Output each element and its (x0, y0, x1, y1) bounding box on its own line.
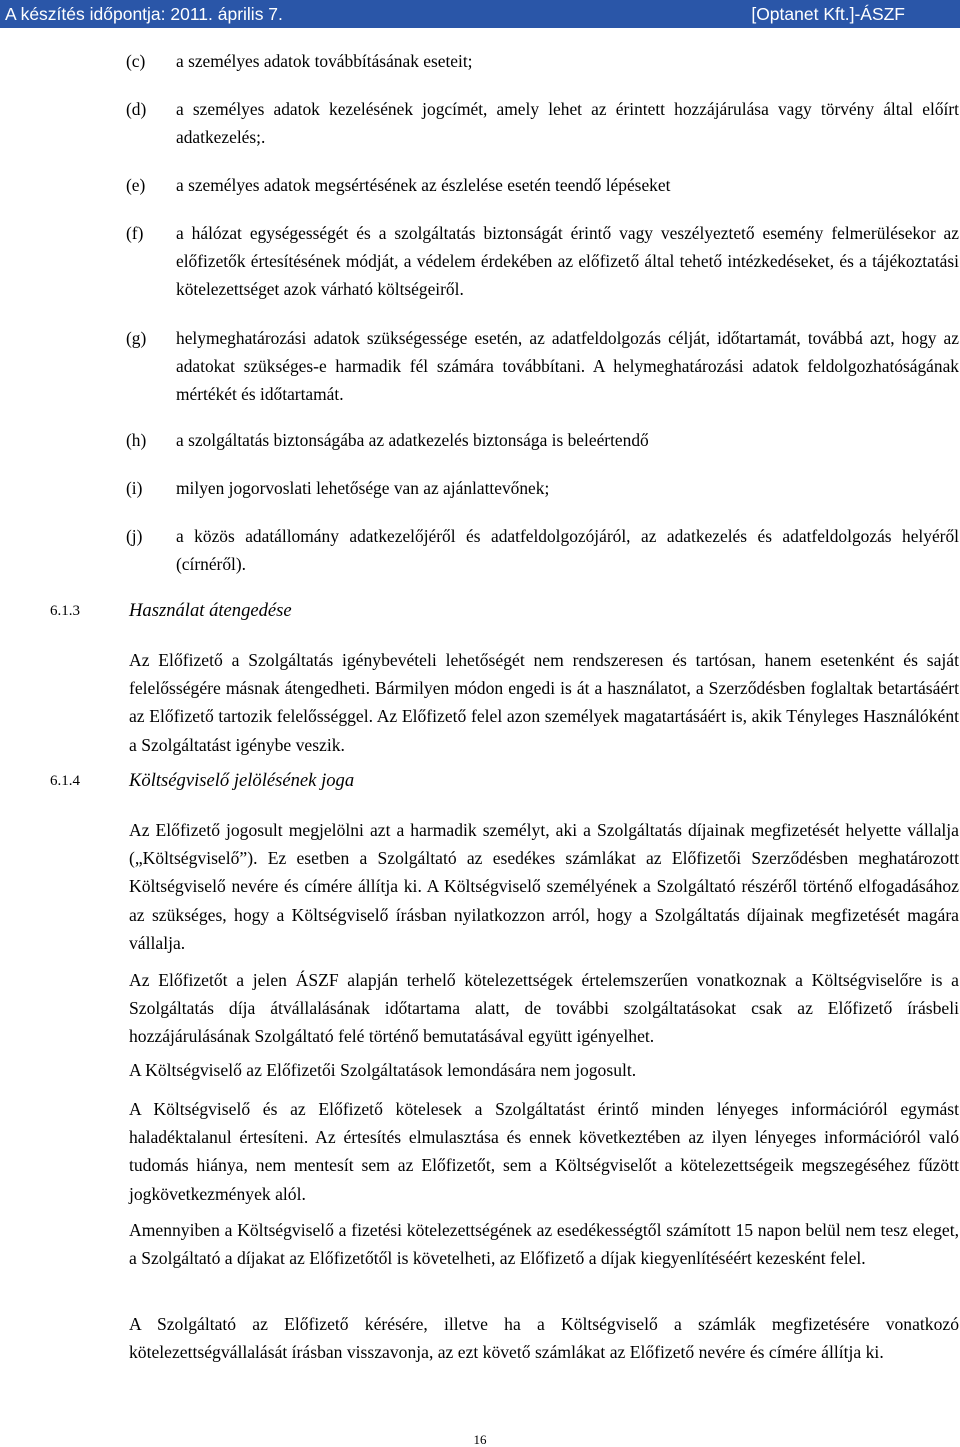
paragraph: Az Előfizető a Szolgáltatás igénybevételi lehetőségét nem rendszeresen és tartósan, hanem esetenként és saját felelősségére másnak átengedheti. Bármilyen módon engedi is át a használatot, a Szerződésben foglaltak betartásáért az Előfizető tartozik felelősséggel. Az Előfizető felel azon személyek magatartásáért is, akik Tényleges Használóként a Szolgáltatást igénybe veszik. (129, 650, 959, 755)
page-header (0, 0, 960, 28)
paragraph: Amennyiben a Költségviselő a fizetési kötelezettségének az esedékességtől számított 15 napon belül nem tesz eleget, a Szolgáltató a díjakat az Előfizetőtől is követelheti, az Előfizető a díjak kiegyenlítéséért kezesként felel. (129, 1220, 959, 1269)
list-item-text: a szolgáltatás biztonságába az adatkezelés biztonsága is beleértendő (176, 430, 649, 450)
list-item-text: a személyes adatok továbbításának eseteit; (176, 51, 473, 71)
paragraph: Az Előfizető jogosult megjelölni azt a harmadik személyt, aki a Szolgáltatás díjainak megfizetését helyette vállalja („Költségviselő”). Ez esetben a Szolgáltató az esedékes számlákat az Előfizetői Szerződésben meghatározott Költségviselő nevére és címére állítja ki. A Költségviselő személyének a Szolgáltató részéről történő elfogadásához az szükséges, hogy a Költségviselő írásban nyilatkozzon arról, hogy a Szolgáltatás díjainak megfizetését magára vállalja. (129, 820, 959, 953)
paragraph: A Költségviselő és az Előfizető kötelesek a Szolgáltatást érintő minden lényeges információról egymást haladéktalanul értesíteni. Az értesítés elmulasztása és ennek következtében az ilyen lényeges információról való tudomás hiánya, nem mentesít sem az Előfizetőt, sem a Költségviselőt a kötelezettségeik megszegéséhez fűzött jogkövetkezmények alól. (129, 1099, 959, 1204)
section-title: Használat átengedése (129, 600, 292, 621)
list-item-label: (e) (126, 175, 146, 195)
page-number: 16 (473, 1432, 487, 1447)
list-item-label: (f) (126, 223, 144, 243)
list-item-text: a hálózat egységességét és a szolgáltatás biztonságát érintő vagy veszélyeztető esemény felmerülésekor az előfizetők értesítésének módját, a védelem érdekében az előfizető által tehető intézkedéseket, és a tájékoztatási kötelezettséget azok várható költségeiről. (176, 223, 959, 300)
paragraph: A Költségviselő az Előfizetői Szolgáltatások lemondására nem jogosult. (129, 1060, 637, 1080)
list-item-label: (i) (126, 478, 143, 498)
list-item-text: a személyes adatok megsértésének az észlelése esetén teendő lépéseket (176, 175, 671, 195)
creation-date: A készítés időpontja: 2011. április 7. (5, 4, 283, 24)
list-item-text: milyen jogorvoslati lehetősége van az ajánlattevőnek; (176, 478, 550, 498)
list-item-label: (g) (126, 328, 147, 348)
document-title: [Optanet Kft.]-ÁSZF (751, 4, 905, 24)
list-item-text: a közös adatállomány adatkezelőjéről és adatfeldolgozójáról, az adatkezelés és adatfeldolgozás helyéről (círnéről). (176, 526, 959, 575)
list-item-label: (d) (126, 99, 147, 119)
section-number: 6.1.3 (50, 603, 80, 619)
section-number: 6.1.4 (50, 773, 80, 789)
list-item-text: a személyes adatok kezelésének jogcímét, amely lehet az érintett hozzájárulása vagy törvény által előírt adatkezelés;. (176, 99, 959, 148)
paragraph: A Szolgáltató az Előfizető kérésére, illetve ha a Költségviselő a számlák megfizetésére vonatkozó kötelezettségvállalását írásban visszavonja, az ezt követő számlákat az Előfizető nevére és címére állítja ki. (129, 1314, 959, 1363)
paragraph: Az Előfizetőt a jelen ÁSZF alapján terhelő kötelezettségek értelemszerűen vonatkoznak a Költségviselőre is a Szolgáltatás díja átvállalásának időtartama alatt, de további szolgáltatásokat csak az Előfizető írásbeli hozzájárulásának Szolgáltató felé történő bemutatásával együtt igényelhet. (129, 970, 959, 1047)
section-title: Költségviselő jelölésének joga (129, 770, 355, 791)
list-item-label: (h) (126, 430, 147, 450)
list-item-text: helymeghatározási adatok szükségessége esetén, az adatfeldolgozás célját, időtartamát, továbbá azt, hogy az adatokat szükséges-e harmadik fél számára továbbítani. A helymeghatározási adatok feldolgozhatóságának mértékét és időtartamát. (176, 328, 959, 405)
list-item-label: (c) (126, 51, 146, 71)
list-item-label: (j) (126, 526, 143, 546)
